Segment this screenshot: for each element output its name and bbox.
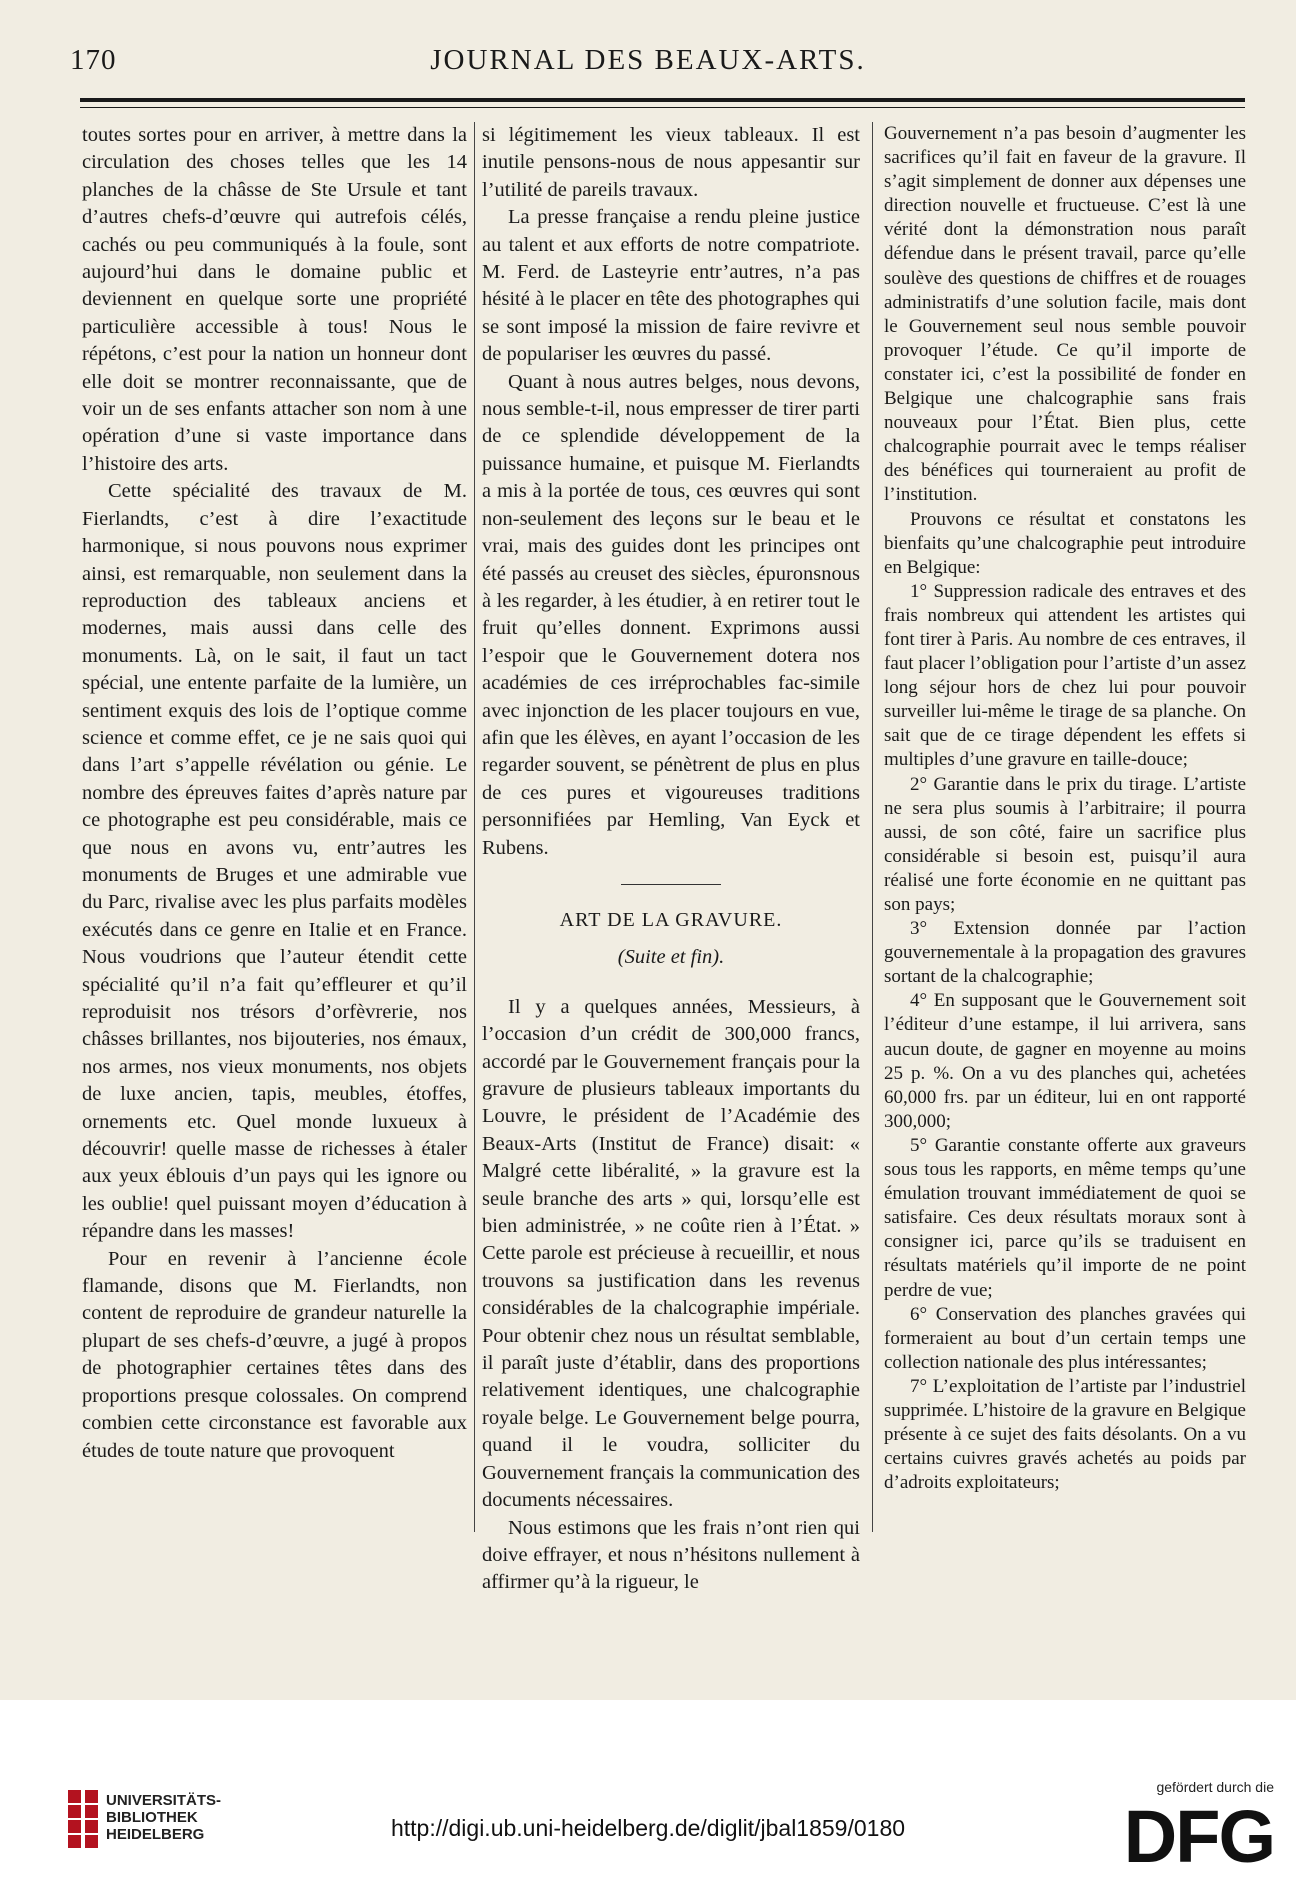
page-number: 170 [70, 44, 117, 76]
digitization-url-link[interactable]: http://digi.ub.uni-heidelberg.de/diglit/jbal1859/0180 [390, 1815, 906, 1841]
paragraph: Il y a quelques années, Messieurs, à l’occasion d’un crédit de 300,000 francs, accordé par le Gouvernement français pour la gravure de plusieurs tableaux importants du Louvre, le président de l’Académie des Beaux-Arts (Institut de France) disait: « Malgré cette libéralité, » la gravure est la seule branche des arts » qui, lorsqu’elle est bien administrée, » ne coûte rien à l’État. » Cette parole est précieuse à recueillir, et nous trouvons sa justification dans les revenus considérables de la chalcographie impériale. Pour obtenir chez nous un résultat semblable, il paraît juste d’établir, dans des proportions relativement identiques, une chalcographie royale belge. Le Gouvernement belge pourra, quand il le voudra, solliciter du Gouvernement français la communication des documents nécessaires. [482, 995, 860, 1512]
paragraph: 1° Suppression radicale des entraves et des frais nombreux qui attendent les artistes qui font tirer à Paris. Au nombre de ces entraves, il faut placer l’obligation pour l’artiste d’un assez long séjour hors de chez lui pour pouvoir surveiller lui-même le tirage de sa planche. On sait que de ce tirage dépendent les effets si multiples d’une gravure en taille-douce; [884, 580, 1246, 771]
paragraph: Pour en revenir à l’ancienne école flamande, disons que M. Fierlandts, non content de reproduire de grandeur naturelle la plupart de ses chefs-d’œuvre, a jugé à propos de photographier certaines têtes dans des proportions presque colossales. On comprend combien cette circonstance est favorable aux études de toute nature que provoquent [82, 1247, 467, 1462]
column-separator-2 [872, 122, 873, 1532]
paragraph: 2° Garantie dans le prix du tirage. L’artiste ne sera plus soumis à l’arbitraire; il pourra aussi, de son côté, faire un sacrifice plus considérable si besoin est, puisqu’il aura réalisé une forte économie en ne quittant pas son pays; [884, 773, 1246, 915]
paragraph: 6° Conservation des planches gravées qui formeraient au bout d’un certain temps une collection nationale des plus intéressantes; [884, 1303, 1246, 1373]
text-column-1 [82, 122, 467, 1542]
paragraph: Nous estimons que les frais n’ont rien qui doive effrayer, et nous n’hésitons nullement à affirmer qu’à la rigueur, le [482, 1516, 860, 1594]
paragraph: 7° L’exploitation de l’artiste par l’industriel supprimée. L’histoire de la gravure en Belgique présente à ce sujet des faits désolants. On a vu certains cuivres gravés achetés au poids par d’adroits exploitateurs; [884, 1375, 1246, 1494]
institution-name: UNIVERSITÄTS- BIBLIOTHEK HEIDELBERG [106, 1792, 222, 1843]
section-heading: ART DE LA GRAVURE. [559, 908, 783, 931]
dfg-logo: DFG [1123, 1795, 1274, 1878]
header-rule-thick [80, 98, 1245, 102]
paragraph: 5° Garantie constante offerte aux graveurs sous tous les rapports, en même temps qu’une émulation trouvant immédiatement de quoi se satisfaire. Ces deux résultats moraux sont à consigner ici, parce qu’ils se traduisent en résultats matériels qu’il importe de ne point perdre de vue; [884, 1134, 1246, 1301]
paragraph: Gouvernement n’a pas besoin d’augmenter les sacrifices qu’il fait en faveur de la gravure. Il s’agit simplement de donner aux dépenses une direction nouvelle et fructueuse. C’est là une vérité dont la démonstration nous paraît défendue dans le présent travail, parce qu’elle soulève des questions de chiffres et de rouages administratifs d’une solution facile, mais dont le Gouvernement seul nous semble pouvoir provoquer l’étude. Ce qu’il importe de constater ici, c’est la possibilité de fonder en Belgique une chalcographie sans frais nouveaux pour l’État. Bien plus, cette chalcographie pourrait avec le temps réaliser des bénéfices qui tourneraient au profit de l’institution. [884, 123, 1246, 506]
section-divider [621, 884, 721, 885]
section-subheading: (Suite et fin). [617, 946, 725, 969]
column-separator-1 [474, 122, 475, 1532]
paragraph: La presse française a rendu pleine justice au talent et aux efforts de notre compatriote. M. Ferd. de Lasteyrie entr’autres, n’a pas hésité à le placer en tête des photographes qui se sont imposé la mission de faire revivre et de populariser les œuvres du passé. [482, 206, 860, 366]
running-head: JOURNAL DES BEAUX-ARTS. [430, 44, 866, 76]
paragraph: Quant à nous autres belges, nous devons, nous semble-t-il, nous empresser de tirer parti de ce splendide développement de la puissance humaine, et puisque M. Fierlandts a mis à la portée de tous, ces œuvres qui sont non-seulement des leçons sur le beau et le vrai, mais des guides dont les principes ont été passés au creuset des siècles, épuronsnous à les regarder, à les étudier, à en retirer tout le fruit qu’elles donnent. Exprimons aussi l’espoir que le Gouvernement dotera nos académies de ces irréprochables fac-simile avec injonction de les placer toujours en vue, afin que les élèves, en ayant l’occasion de les regarder souvent, se pénètrent de plus en plus de ces pures et vigoureuses traditions personnifiées par Hemling, Van Eyck et Rubens. [482, 370, 860, 859]
paragraph: 4° En supposant que le Gouvernement soit l’éditeur d’une estampe, il lui arrivera, sans aucun doute, de gagner en moyenne au moins 25 p. %. On a vu des planches qui, achetées 60,000 frs. par un éditeur, lui en ont rapporté 300,000; [884, 990, 1246, 1132]
text-column-3 [884, 122, 1246, 1542]
paragraph: toutes sortes pour en arriver, à mettre dans la circulation des choses telles que les 14 planches de la châsse de Ste Ursule et tant d’autres chefs-d’œuvre qui autrefois célés, cachés ou peu communiqués à la foule, sont aujourd’hui dans le domaine public et deviennent en quelque sorte une propriété particulière accessible à tous! Nous le répétons, c’est pour la nation un honneur dont elle doit se montrer reconnaissante, que de voir un de ses enfants attacher son nom à une opération d’une si vaste importance dans l’histoire des arts. [82, 124, 467, 475]
funded-by-label: gefördert durch die [1156, 1779, 1274, 1795]
paragraph: Cette spécialité des travaux de M. Fierlandts, c’est à dire l’exactitude harmonique, si nous pouvons nous exprimer ainsi, est remarquable, non seulement dans la reproduction des tableaux anciens et modernes, mais aussi dans celle des monuments. Là, on le sait, il faut un tact spécial, une entente parfaite de la lumière, un sentiment exquis des lois de l’optique comme science et comme effet, ce je ne sais quoi qui dans l’art s’appelle révélation ou génie. Le nombre des épreuves faites d’après nature par ce photographe est peu considérable, mais ce que nous en avons vu, entr’autres les monuments de Bruges et une admirable vue du Parc, rivalise avec les plus parfaits modèles exécutés dans ce genre en Italie et en France. Nous voudrions que l’auteur étendit cette spécialité qu’il n’a fait qu’effleurer et qu’il reproduisit nos trésors d’orfèvrerie, nos châsses brillantes, nos bijouteries, nos émaux, nos armes, nos vieux monuments, nos objets de luxe ancien, tapis, meubles, étoffes, ornements etc. Quel monde luxueux à découvrir! quelle masse de richesses à étaler aux yeux éblouis d’un pays qui les ignore ou les oublie! quel puissant moyen d’éducation à répandre dans les masses! [82, 480, 467, 1243]
paragraph: 3° Extension donnée par l’action gouvernementale à la propagation des gravures sortant de la chalcographie; [884, 918, 1246, 988]
header-rule-thin [80, 107, 1245, 108]
paragraph: Prouvons ce résultat et constatons les bienfaits qu’une chalcographie peut introduire en Belgique: [884, 508, 1246, 578]
text-column-2 [482, 122, 860, 1594]
paragraph: si légitimement les vieux tableaux. Il est inutile pensons-nous de nous appesantir sur l’utilité de pareils travaux. [482, 124, 860, 201]
